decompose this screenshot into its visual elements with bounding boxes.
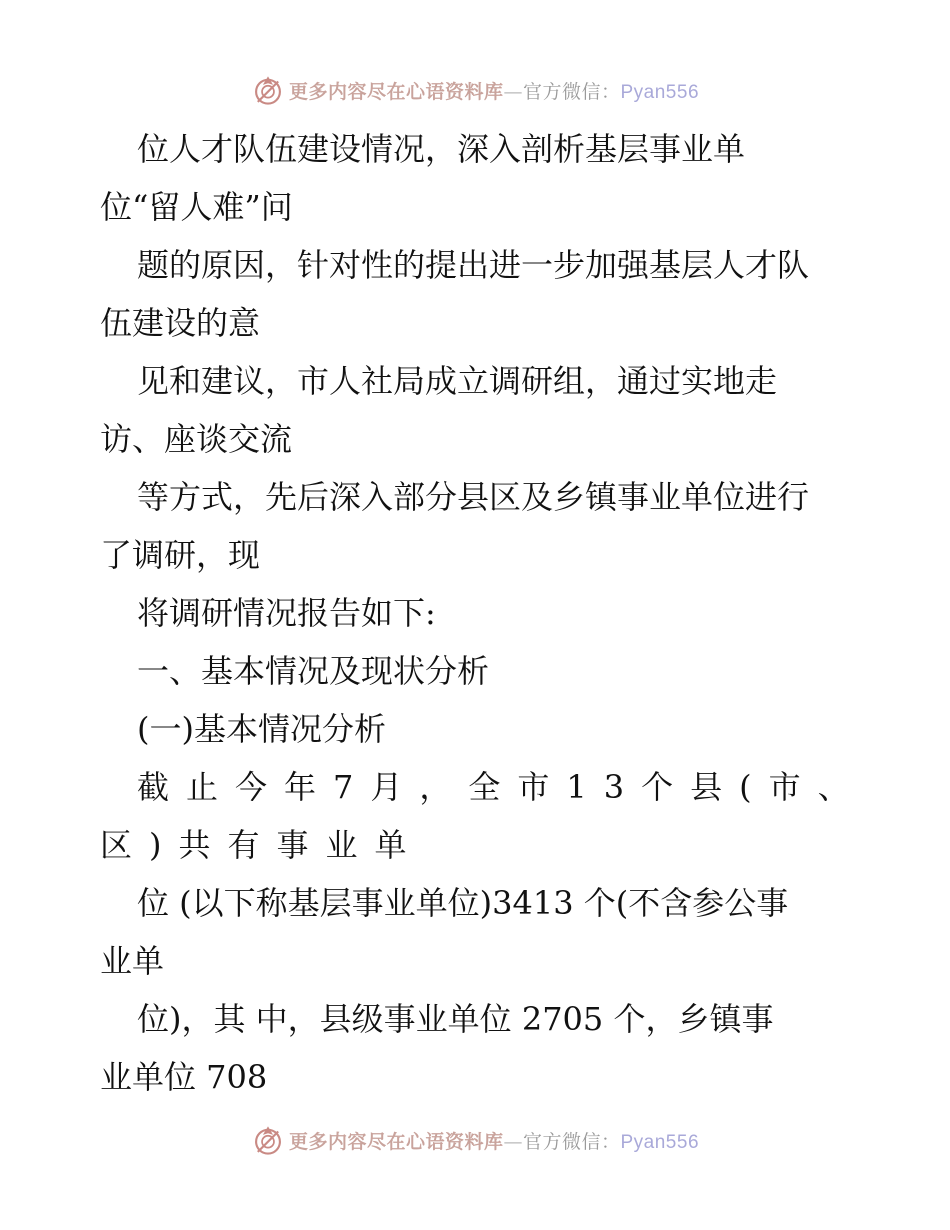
body-line: 题的原因，针对性的提出进一步加强基层人才队 bbox=[137, 246, 810, 284]
banner-dash: — bbox=[503, 1130, 523, 1153]
body-line: 位“留人难”问 bbox=[100, 188, 293, 226]
logo-icon bbox=[251, 1123, 285, 1157]
banner-wechat-id: Pyan556 bbox=[620, 1131, 700, 1153]
banner-dash: — bbox=[503, 80, 523, 103]
banner-wechat-label: 官方微信： bbox=[522, 80, 621, 103]
header-watermark bbox=[0, 70, 950, 110]
body-line: 见和建议，市人社局成立调研组，通过实地走 bbox=[137, 362, 778, 400]
banner-title: 更多内容尽在心语资料库 bbox=[288, 1130, 504, 1153]
banner-wechat-id: Pyan556 bbox=[620, 81, 700, 103]
banner-title: 更多内容尽在心语资料库 bbox=[288, 80, 504, 103]
body-line: 区)共有事业单 bbox=[100, 826, 424, 864]
document-body bbox=[100, 120, 867, 1106]
logo-icon bbox=[251, 73, 285, 107]
subsection-heading: (一)基本情况分析 bbox=[137, 710, 386, 748]
body-line: 将调研情况报告如下: bbox=[137, 594, 436, 632]
body-line: 截止今年7月，全市13个县(市、 bbox=[137, 768, 867, 806]
body-line: 位)，其 中，县级事业单位 2705 个，乡镇事 bbox=[137, 1000, 774, 1038]
body-line: 等方式，先后深入部分县区及乡镇事业单位进行 bbox=[137, 478, 810, 516]
body-line: 业单 bbox=[100, 942, 165, 980]
body-line: 访、座谈交流 bbox=[100, 420, 293, 458]
body-line: 业单位 708 bbox=[100, 1058, 268, 1096]
banner-wechat-label: 官方微信： bbox=[522, 1130, 621, 1153]
footer-watermark bbox=[0, 1120, 950, 1160]
body-line: 位 (以下称基层事业单位)3413 个(不含参公事 bbox=[137, 884, 789, 922]
body-line: 了调研，现 bbox=[100, 536, 261, 574]
body-line: 伍建设的意 bbox=[100, 304, 261, 342]
body-line: 位人才队伍建设情况，深入剖析基层事业单 bbox=[137, 130, 746, 168]
section-heading: 一、基本情况及现状分析 bbox=[137, 652, 490, 690]
